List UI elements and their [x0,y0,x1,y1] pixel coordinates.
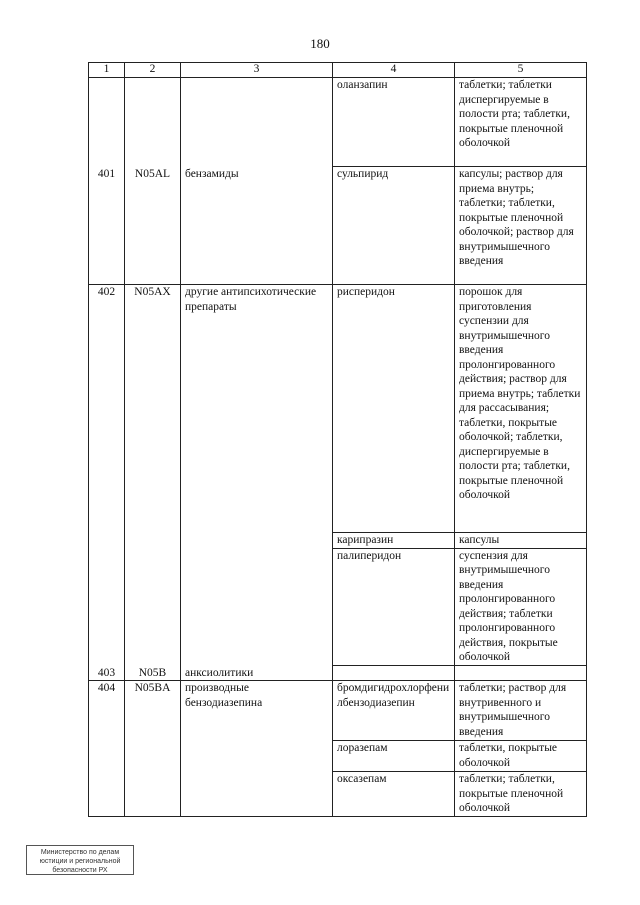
group-name: анксиолитики [181,665,333,681]
atc-code: N05BA [125,681,181,741]
header-row [89,63,587,78]
dosage-form: капсулы; раствор для приема внутрь; таблетки; таблетки, покрытые пленочной оболочкой; раствор для внутримышечного введения [455,167,587,285]
table-row [89,533,587,549]
group-name: производные бензодиазепина [181,681,333,741]
dosage-form: таблетки; таблетки диспергируемые в полости рта; таблетки, покрытые пленочной оболочкой [455,78,587,167]
atc-code [125,548,181,665]
atc-code [125,772,181,817]
stamp-line: Министерство по делам [40,849,120,856]
row-number [89,772,125,817]
dosage-form: таблетки; раствор для внутривенного и внутримышечного введения [455,681,587,741]
dosage-form: порошок для приготовления суспензии для внутримышечного введения пролонгированного действия; раствор для приема внутрь; таблетки для рассасывания; таблетки, покрытые оболочкой; таблетки, диспергируемые в полости рта; таблетки, покрытые пленочной оболочкой [455,285,587,533]
drug-name: бромдигидрохлорфенилбензодиазепин [333,681,455,741]
group-name [181,533,333,549]
dosage-form: таблетки, покрытые оболочкой [455,741,587,772]
column-header: 5 [455,63,587,78]
row-number: 402 [89,285,125,533]
atc-code [125,741,181,772]
table-row [89,741,587,772]
atc-code: N05AX [125,285,181,533]
drug-name: лоразепам [333,741,455,772]
atc-code: N05AL [125,167,181,285]
column-header: 4 [333,63,455,78]
drug-name: сульпирид [333,167,455,285]
drug-name: карипразин [333,533,455,549]
column-header: 2 [125,63,181,78]
table-row [89,78,587,167]
medication-table [88,62,587,817]
group-name [181,78,333,167]
group-name: бензамиды [181,167,333,285]
drug-name: палиперидон [333,548,455,665]
group-name [181,548,333,665]
table-row [89,548,587,665]
ministry-stamp [26,845,134,875]
group-name: другие антипсихотические препараты [181,285,333,533]
dosage-form: капсулы [455,533,587,549]
drug-name: оланзапин [333,78,455,167]
row-number [89,548,125,665]
table-row [89,285,587,533]
stamp-line: юстиции и региональной [39,858,121,865]
column-header: 1 [89,63,125,78]
atc-code [125,533,181,549]
table-row [89,772,587,817]
group-name [181,741,333,772]
atc-code [125,78,181,167]
drug-name: оксазепам [333,772,455,817]
dosage-form: таблетки; таблетки, покрытые пленочной оболочкой [455,772,587,817]
atc-code: N05B [125,665,181,681]
drug-name [333,665,455,681]
row-number [89,78,125,167]
dosage-form: суспензия для внутримышечного введения пролонгированного действия; таблетки пролонгированного действия, покрытые оболочкой [455,548,587,665]
stamp-line: безопасности РХ [52,867,108,874]
table-row [89,681,587,741]
dosage-form [455,665,587,681]
row-number [89,533,125,549]
column-header: 3 [181,63,333,78]
drug-name: рисперидон [333,285,455,533]
table-row [89,665,587,681]
row-number [89,741,125,772]
row-number: 404 [89,681,125,741]
table-row [89,167,587,285]
row-number: 403 [89,665,125,681]
page-number: 180 [310,36,330,51]
group-name [181,772,333,817]
row-number: 401 [89,167,125,285]
